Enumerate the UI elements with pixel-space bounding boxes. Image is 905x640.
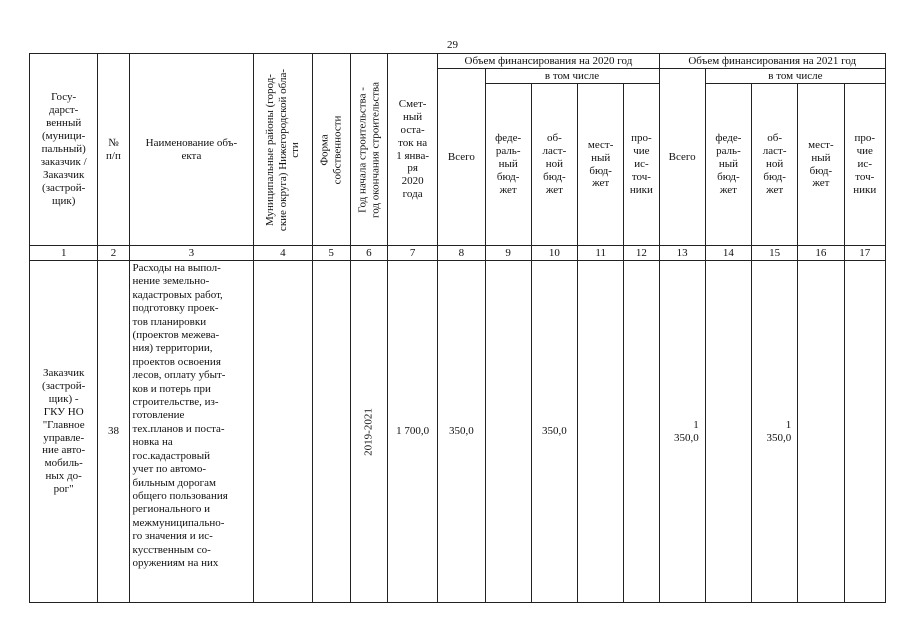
header-regional-2020: об- ласт- ной бюд- жет (531, 84, 577, 246)
column-number: 4 (254, 246, 312, 261)
header-object-name: Наименование объ- екта (129, 54, 254, 246)
header-total-2020: Всего (438, 69, 485, 246)
row-federal-2021 (705, 261, 751, 603)
column-number: 1 (30, 246, 98, 261)
column-number: 5 (312, 246, 350, 261)
header-regional-2021: об- ласт- ной бюд- жет (752, 84, 798, 246)
header-ownership-cell (312, 54, 350, 246)
column-number-row (30, 246, 886, 261)
column-number: 15 (752, 246, 798, 261)
column-number: 17 (844, 246, 885, 261)
header-funding-2020: Объем финансирования на 2020 год (438, 54, 659, 69)
header-ownership-form: Форма собственности (318, 115, 344, 184)
row-regional-2021: 1 350,0 (752, 261, 798, 603)
column-number: 13 (659, 246, 705, 261)
row-estimated-balance: 1 700,0 (387, 261, 437, 603)
header-municipal-districts: Муниципальные районы (город- ские округа) Нижегородской обла- сти (263, 68, 302, 231)
header-construction-years: Год начала строительства - год окончания строительства (356, 81, 381, 218)
header-years-cell (350, 54, 387, 246)
column-number: 14 (705, 246, 751, 261)
column-number: 11 (578, 246, 624, 261)
row-total-2021: 1 350,0 (659, 261, 705, 603)
row-ownership (312, 261, 350, 603)
row-years-cell (350, 261, 387, 603)
header-local-2020: мест- ный бюд- жет (578, 84, 624, 246)
page-number: 29 (447, 39, 458, 51)
column-number: 10 (531, 246, 577, 261)
row-other-2020 (624, 261, 659, 603)
row-district (254, 261, 312, 603)
header-municipal-districts-cell (254, 54, 312, 246)
row-total-2020: 350,0 (438, 261, 485, 603)
column-number: 8 (438, 246, 485, 261)
header-local-2021: мест- ный бюд- жет (798, 84, 844, 246)
column-number: 9 (485, 246, 531, 261)
row-local-2020 (578, 261, 624, 603)
header-estimated-balance: Смет- ный оста- ток на 1 янва- ря 2020 года (387, 54, 437, 246)
header-federal-2021: феде- раль- ный бюд- жет (705, 84, 751, 246)
column-number: 7 (387, 246, 437, 261)
column-number: 3 (129, 246, 254, 261)
header-number: № п/п (98, 54, 129, 246)
column-number: 6 (350, 246, 387, 261)
row-federal-2020 (485, 261, 531, 603)
row-customer: Заказчик (застрой- щик) - ГКУ НО "Главное управле- ние авто- мобиль- ных до- рог" (30, 261, 98, 603)
financing-table (29, 53, 886, 603)
header-other-2020: про- чие ис- точ- ники (624, 84, 659, 246)
row-number: 38 (98, 261, 129, 603)
header-total-2021: Всего (659, 69, 705, 246)
row-years: 2019-2021 (362, 407, 375, 456)
header-customer: Госу- дарст- венный (муници- пальный) заказчик / Заказчик (застрой- щик) (30, 54, 98, 246)
header-funding-2021: Объем финансирования на 2021 год (659, 54, 885, 69)
row-regional-2020: 350,0 (531, 261, 577, 603)
row-local-2021 (798, 261, 844, 603)
header-federal-2020: феде- раль- ный бюд- жет (485, 84, 531, 246)
column-number: 16 (798, 246, 844, 261)
column-number: 12 (624, 246, 659, 261)
header-including-2020: в том числе (485, 69, 659, 84)
table-row (30, 261, 886, 603)
header-including-2021: в том числе (705, 69, 885, 84)
column-number: 2 (98, 246, 129, 261)
row-other-2021 (844, 261, 885, 603)
row-object-name: Расходы на выпол- нение земельно- кадастровых работ, подготовку проек- тов планировки (проектов межева- ния) территории, проектов освоения лесов, оплату убыт- ков и потерь при строительстве, из- готовление тех.планов и поста- новка на гос.кадастровый учет по автомо- бильным дорогам общего пользования регионального и межмуниципально- го значения и ис- кусственным со- оружениям на них (129, 261, 254, 603)
header-other-2021: про- чие ис- точ- ники (844, 84, 885, 246)
